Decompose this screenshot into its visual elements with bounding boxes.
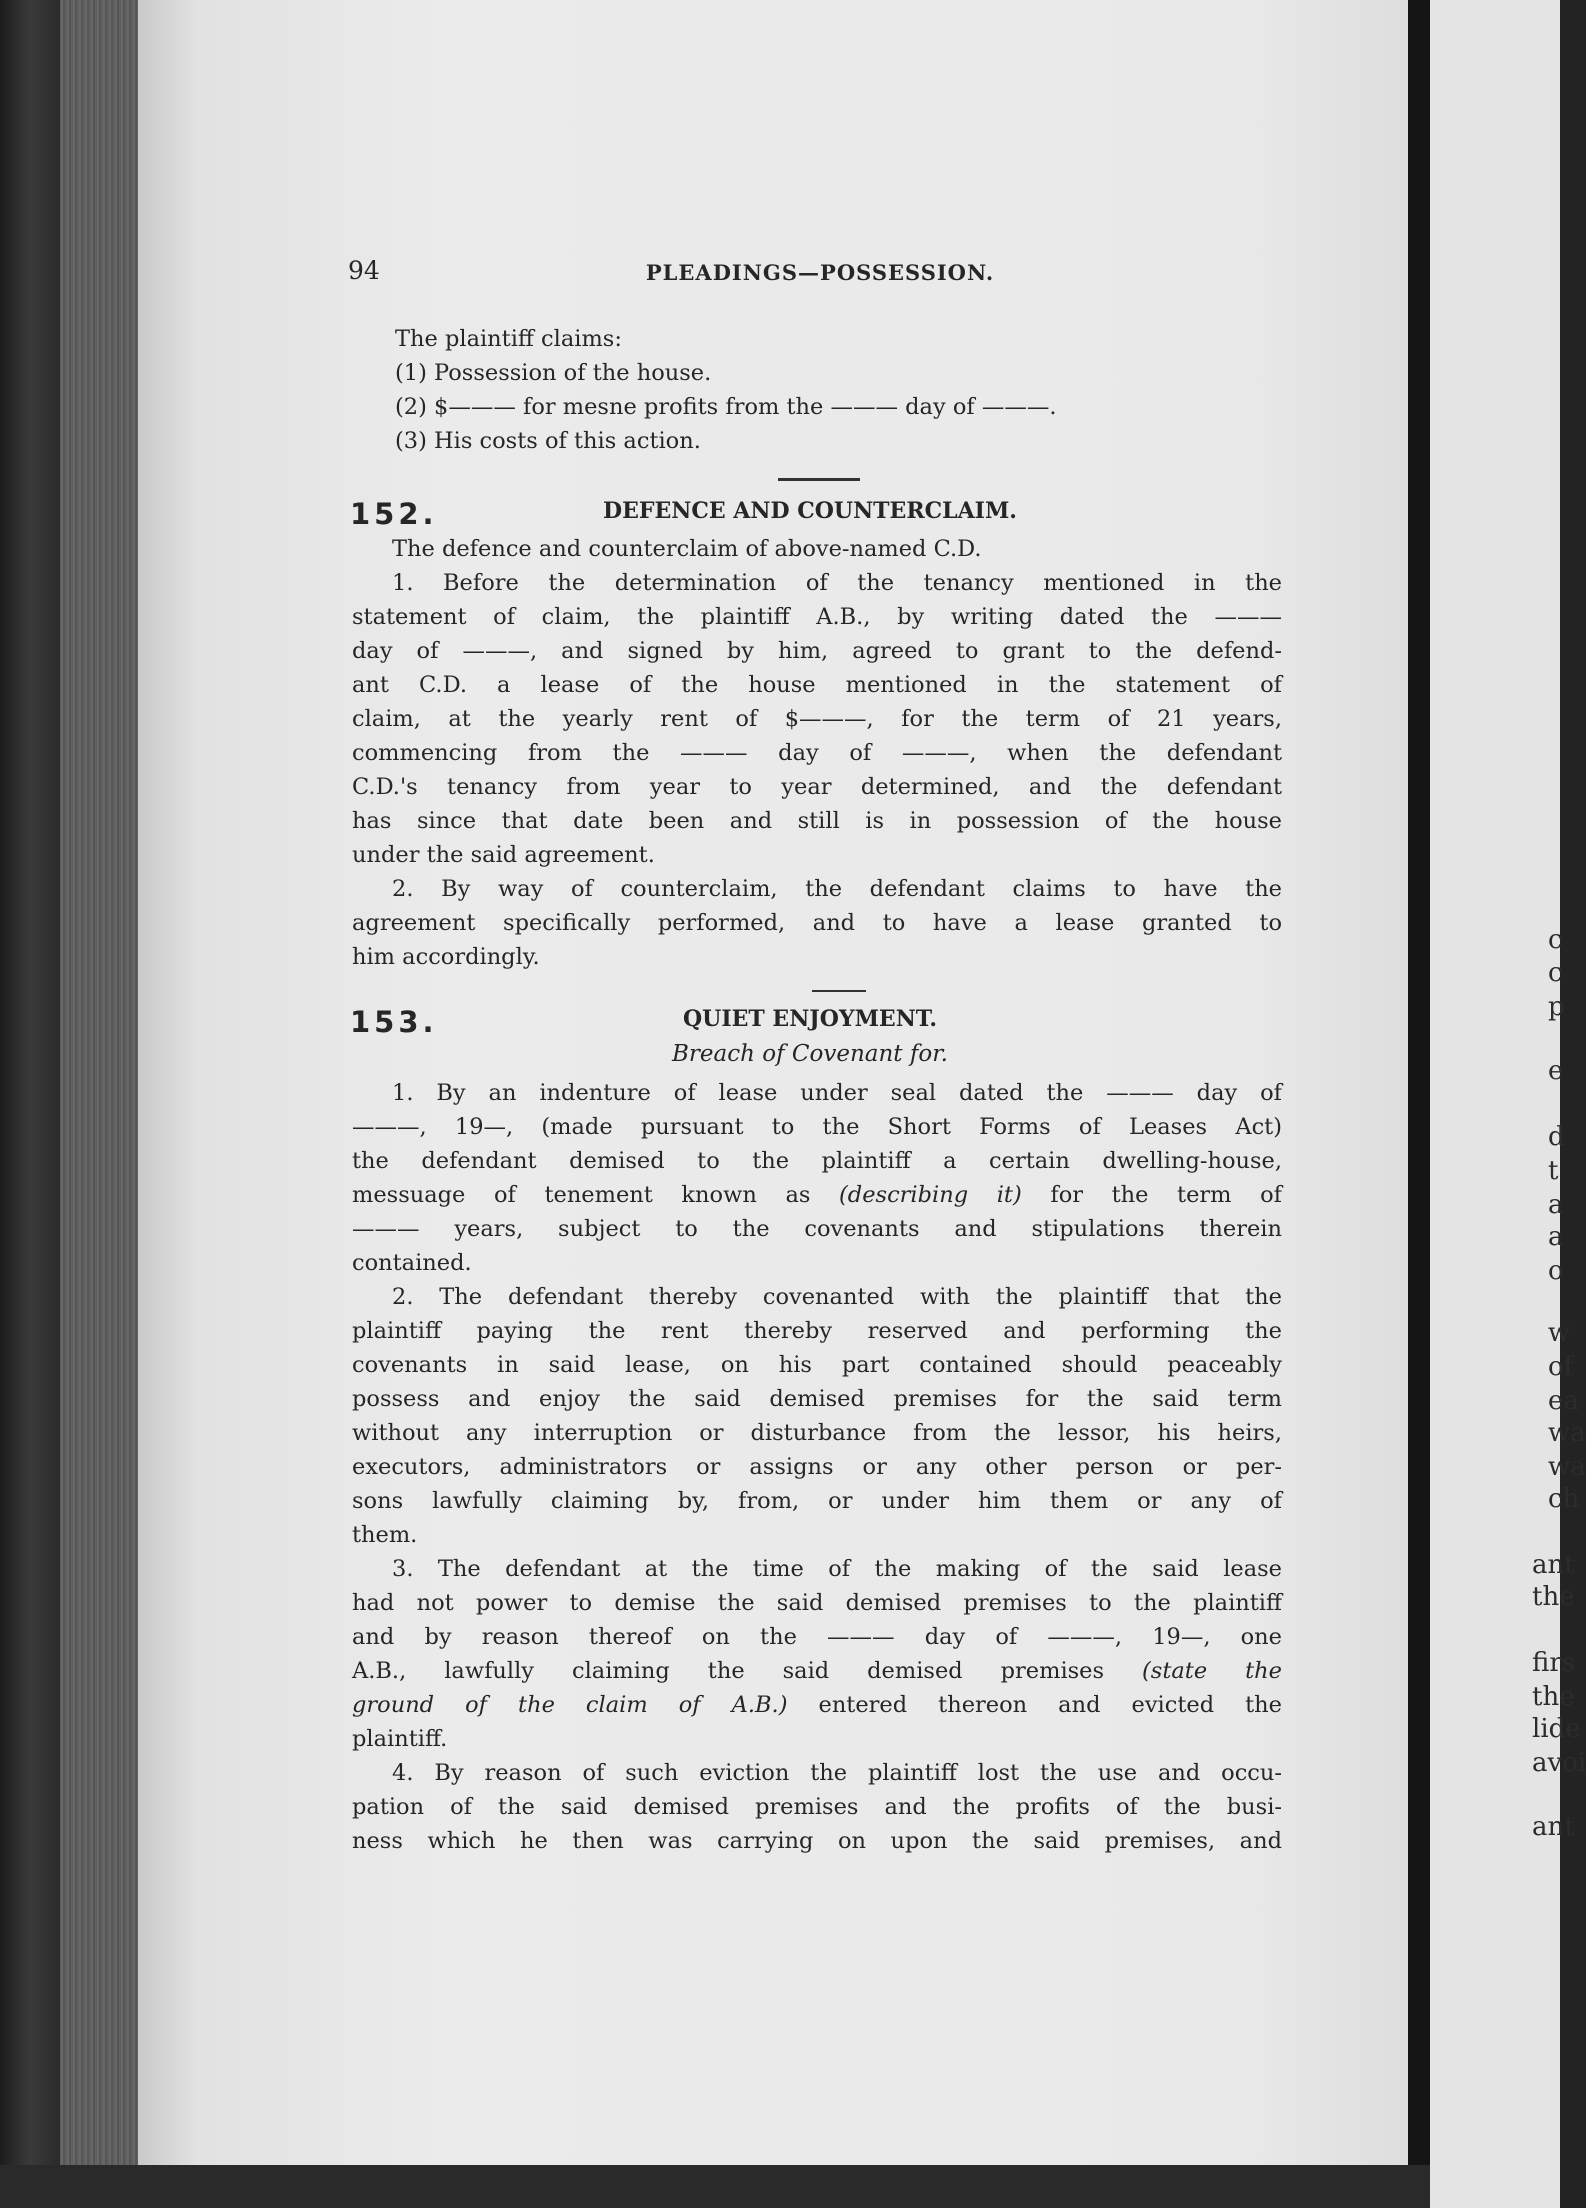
paragraph-line <box>352 600 1282 634</box>
paragraph-line <box>352 1212 1282 1246</box>
claims-heading: The plaintiff claims: <box>395 326 622 352</box>
right-page-fragment-text: ch <box>1548 1484 1580 1514</box>
book-gutter <box>1408 0 1430 2208</box>
claim-item: (3) His costs of this action. <box>395 428 701 454</box>
right-page-fragment-text: ant <box>1532 1550 1575 1580</box>
page-number: 94 <box>348 256 380 285</box>
paragraph-line <box>352 1586 1282 1620</box>
paragraph-line <box>352 1620 1282 1654</box>
right-page-fragment-text: wa <box>1548 1418 1586 1448</box>
paragraph-line <box>352 1654 1282 1688</box>
right-page-fragment-text: a <box>1548 1222 1564 1252</box>
right-page-fragment-text: ant <box>1532 1812 1575 1842</box>
book-spine <box>0 0 60 2208</box>
paragraph-line <box>352 1518 1282 1552</box>
line-text-continued: for the term of <box>1021 1182 1282 1208</box>
line-text: and by reason thereof on the ——— day of ———, 19—, one <box>352 1624 1282 1650</box>
paragraph-line-first <box>392 1076 1282 1110</box>
right-page-fragment-text: of <box>1548 1352 1574 1382</box>
right-page-fragment-text: e <box>1548 1056 1564 1086</box>
italic-insert: ground of the claim of A.B.) <box>352 1692 788 1718</box>
paragraph-line-first <box>392 1280 1282 1314</box>
line-text: commencing from the ——— day of ———, when the defendant <box>352 740 1282 766</box>
paragraph-line <box>352 668 1282 702</box>
paragraph-line <box>352 906 1282 940</box>
paragraph-line <box>352 838 1282 872</box>
right-page-fragment-text: d <box>1548 1122 1565 1152</box>
right-page-fragment-text: wa <box>1548 1452 1586 1482</box>
paragraph-line <box>352 1416 1282 1450</box>
claim-item: (1) Possession of the house. <box>395 360 712 386</box>
line-text: pation of the said demised premises and the profits of the busi- <box>352 1794 1282 1820</box>
right-page-fragment-text: t <box>1548 1156 1559 1186</box>
paragraph-line-first <box>392 566 1282 600</box>
line-text: 2. The defendant thereby covenanted with the plaintiff that the <box>392 1284 1282 1310</box>
paragraph-line <box>352 1382 1282 1416</box>
line-text: plaintiff. <box>352 1726 448 1752</box>
line-text: claim, at the yearly rent of $———, for the term of 21 years, <box>352 706 1282 732</box>
line-text: messuage of tenement known as <box>352 1182 840 1208</box>
right-page-fragment-text: w <box>1548 1318 1571 1348</box>
line-text: him accordingly. <box>352 944 540 970</box>
italic-insert: (state the <box>1142 1658 1282 1684</box>
paragraph-line <box>352 1246 1282 1280</box>
right-page-fragment-text: o <box>1548 1256 1564 1286</box>
line-text: ——— years, subject to the covenants and stipulations therein <box>352 1216 1282 1242</box>
right-page-fragment-text: ea <box>1548 1386 1579 1416</box>
section-number: 152. <box>350 497 438 531</box>
paragraph-line <box>352 1722 1282 1756</box>
right-page-fragment-text: firs <box>1532 1648 1576 1678</box>
line-text: without any interruption or disturbance from the lessor, his heirs, <box>352 1420 1282 1446</box>
right-page-fragment-text: c <box>1548 925 1563 955</box>
line-text: 4. By reason of such eviction the plaintiff lost the use and occu- <box>392 1760 1282 1786</box>
line-text: executors, administrators or assigns or any other person or per- <box>352 1454 1282 1480</box>
line-text: sons lawfully claiming by, from, or under him them or any of <box>352 1488 1282 1514</box>
paragraph-line-first <box>392 872 1282 906</box>
paragraph-line-first <box>392 1552 1282 1586</box>
line-text: covenants in said lease, on his part contained should peaceably <box>352 1352 1282 1378</box>
paragraph-line <box>352 736 1282 770</box>
line-text: had not power to demise the said demised premises to the plaintiff <box>352 1590 1282 1616</box>
section-divider <box>812 990 866 992</box>
paragraph-line-first <box>392 532 1282 566</box>
line-text: ———, 19—, (made pursuant to the Short Forms of Leases Act) <box>352 1114 1282 1140</box>
section-title: QUIET ENJOYMENT. <box>682 1006 938 1032</box>
line-text: possess and enjoy the said demised premises for the said term <box>352 1386 1282 1412</box>
line-text: 3. The defendant at the time of the making of the said lease <box>392 1556 1282 1582</box>
section-divider <box>778 478 860 481</box>
paragraph-line <box>352 1790 1282 1824</box>
paragraph-line <box>352 940 1282 974</box>
line-text: the defendant demised to the plaintiff a certain dwelling-house, <box>352 1148 1282 1174</box>
right-page-fragment-text: a <box>1548 1190 1564 1220</box>
paragraph-line <box>352 770 1282 804</box>
paragraph-line <box>352 634 1282 668</box>
line-text-continued: entered thereon and evicted the <box>787 1692 1282 1718</box>
section-number: 153. <box>350 1005 438 1039</box>
paragraph-line <box>352 1450 1282 1484</box>
line-text: 2. By way of counterclaim, the defendant claims to have the <box>392 876 1282 902</box>
line-text: A.B., lawfully claiming the said demised premises <box>352 1658 1143 1684</box>
line-text: ness which he then was carrying on upon the said premises, and <box>352 1828 1282 1854</box>
right-page-fragment-text: c <box>1548 958 1563 988</box>
paragraph-line-first <box>392 1756 1282 1790</box>
paragraph-line <box>352 1110 1282 1144</box>
line-text: ant C.D. a lease of the house mentioned in the statement of <box>352 672 1282 698</box>
line-text: 1. By an indenture of lease under seal dated the ——— day of <box>392 1080 1282 1106</box>
right-page-fragment-text: p <box>1548 992 1565 1022</box>
scan-bottom-border <box>0 2165 1430 2208</box>
line-text: under the said agreement. <box>352 842 655 868</box>
running-head: PLEADINGS—POSSESSION. <box>645 260 995 285</box>
right-page-fragment-text: the <box>1532 1582 1575 1612</box>
paragraph-line <box>352 1178 1282 1212</box>
paragraph-line <box>352 1348 1282 1382</box>
line-text: The defence and counterclaim of above-named C.D. <box>392 536 982 562</box>
paragraph-line <box>352 1314 1282 1348</box>
line-text: 1. Before the determination of the tenancy mentioned in the <box>392 570 1282 596</box>
section-title: DEFENCE AND COUNTERCLAIM. <box>603 498 1017 524</box>
paragraph-line <box>352 1144 1282 1178</box>
page-edges <box>60 0 138 2208</box>
paragraph-line <box>352 1484 1282 1518</box>
line-text: them. <box>352 1522 418 1548</box>
right-page-fragment-text: lide <box>1532 1714 1581 1744</box>
line-text: C.D.'s tenancy from year to year determined, and the defendant <box>352 774 1282 800</box>
line-text: contained. <box>352 1250 472 1276</box>
paragraph-line <box>352 1688 1282 1722</box>
line-text: day of ———, and signed by him, agreed to grant to the defend- <box>352 638 1282 664</box>
claim-item: (2) $——— for mesne profits from the ——— day of ———. <box>395 394 1057 420</box>
paragraph-line <box>352 1824 1282 1858</box>
paragraph-line <box>352 702 1282 736</box>
section-subtitle: Breach of Covenant for. <box>672 1041 948 1067</box>
line-text: agreement specifically performed, and to have a lease granted to <box>352 910 1282 936</box>
paragraph-line <box>352 804 1282 838</box>
line-text: statement of claim, the plaintiff A.B., by writing dated the ——— <box>352 604 1282 630</box>
line-text: plaintiff paying the rent thereby reserved and performing the <box>352 1318 1282 1344</box>
italic-insert: (describing it) <box>839 1182 1022 1208</box>
right-page-fragment-text: avoi <box>1532 1748 1586 1778</box>
line-text: has since that date been and still is in possession of the house <box>352 808 1282 834</box>
right-page-fragment-text: the <box>1532 1682 1575 1712</box>
